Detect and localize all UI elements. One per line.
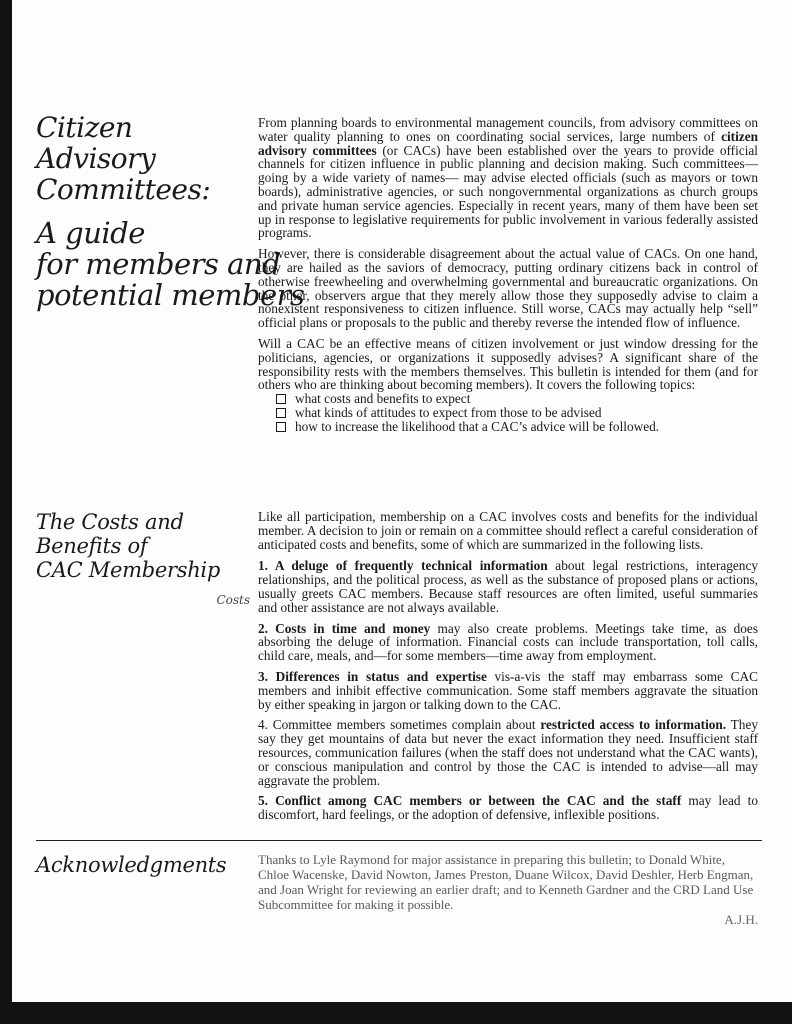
cost-item-title: restricted access to information. [540, 717, 727, 733]
cost-item-title: 1. A deluge of frequently technical information [258, 558, 548, 574]
cost-item-text: about legal restrictions, interagency relationships, and the political process, as well as the substance of proposed plans or actions, usually greets CAC members. Because staff resources are often limited, useful summaries and other assistance are not always available. [258, 558, 758, 615]
cost-item-text: may also create problems. Meetings take time, as does absorbing the deluge of information. Financial costs can include transportation, toll calls, child care, meals, and—for some members—time away from employment. [258, 620, 759, 664]
topic-text: what kinds of attitudes to expect from those to be advised [295, 404, 602, 420]
acknowledgments-text: Thanks to Lyle Raymond for major assistance in preparing this bulletin; to Donald White, Chloe Wacenske, David Nowton, James Preston, Duane Wilcox, David Deshler, Herb Engman, and Joan Wright for reviewing an earlier draft; and to Kenneth Gardner and the CRD Land Use Subcommittee for making it possible. [258, 852, 754, 912]
subtitle-line-3: potential members [36, 278, 305, 312]
intro-p1-text: From planning boards to environmental management councils, from advisory committees on water quality planning to ones on coordinating social services, large numbers of [258, 115, 758, 144]
cost-item [258, 622, 758, 663]
checkbox-icon [276, 394, 286, 404]
cost-item-title: 3. Differences in status and expertise [258, 668, 487, 684]
scan-edge-bottom [0, 1002, 792, 1024]
title-line-3: Committees: [36, 173, 211, 206]
cost-item [258, 718, 758, 787]
intro-section [258, 116, 758, 434]
section-heading-line: The Costs and [36, 510, 184, 534]
acknowledgments-heading: Acknowledgments [36, 853, 227, 877]
list-item [276, 392, 758, 406]
title-line-1: Citizen [36, 111, 133, 144]
costs-intro-paragraph: Like all participation, membership on a CAC involves costs and benefits for the individual member. A decision to join or remain on a committee should reflect a careful consideration of anticipated costs and benefits, some of which are summarized in the following lists. [258, 509, 758, 552]
intro-p1-bold: citizen advisory committees [258, 128, 758, 158]
topic-text: what costs and benefits to expect [295, 391, 471, 407]
document-title [36, 112, 210, 205]
subtitle-line-2: for members and [36, 247, 281, 281]
intro-paragraph-2: However, there is considerable disagreement about the actual value of CACs. On one hand, they are hailed as the saviors of democracy, putting ordinary citizens back in control of otherwise freewheeling and overwhelming governmental and bureaucratic organizations. On the other, observers argue that they merely allow those they supposedly advise to claim a nonexistent responsiveness to citizen influence. Still worse, CACs may actually help “sell” official plans or proposals to the public and thereby reverse the intended flow of influence. [258, 246, 758, 331]
cost-item-title: 2. Costs in time and money [258, 620, 431, 636]
section-heading-line: Benefits of [36, 534, 148, 558]
topic-list [258, 392, 758, 433]
intro-paragraph-1 [258, 116, 758, 240]
section-heading-line: CAC Membership [36, 558, 220, 582]
subtitle-line-1: A guide [36, 216, 145, 250]
author-initials: A.J.H. [724, 912, 758, 927]
cost-item-text: vis-a-vis the staff may embarrass some CAC members and inhibit effective communication. Some staff members aggravate the situation by either speaking in jargon or talking down to the CAC. [258, 668, 758, 712]
cost-item-title: 5. Conflict among CAC members or between the CAC and the staff [258, 793, 682, 809]
costs-side-label: Costs [216, 593, 250, 607]
intro-paragraph-3: Will a CAC be an effective means of citizen involvement or just window dressing for the politicians, agencies, or organizations it supposedly advises? A significant share of the responsibility rests with the members themselves. This bulletin is intended for them (and for others who are thinking about becoming members). It covers the following topics: [258, 335, 758, 393]
checkbox-icon [276, 408, 286, 418]
checkbox-icon [276, 422, 286, 432]
cost-item-text: 4. Committee members sometimes complain about [258, 717, 541, 733]
topic-text: how to increase the likelihood that a CAC’s advice will be followed. [295, 418, 660, 434]
scan-edge-left [0, 0, 12, 1024]
cost-item [258, 670, 758, 711]
list-item [276, 406, 758, 420]
section-divider [36, 840, 762, 841]
acknowledgments-body [258, 852, 758, 927]
cost-item [258, 794, 758, 822]
cost-item-text: They say they get mountains of data but never the exact information they need. Insufficient staff resources, communication failures (when the staff does not understand what the CAC wants), or conscious manipulation and control by those the CAC is intended to advise—all may aggravate the problem. [258, 717, 758, 788]
cost-item [258, 559, 758, 614]
intro-p1-text-rest: (or CACs) have been established over the years to provide official channels for citizen influence in public planning and decision making. Such committees—going by a wide variety of names— may advise elected officials (such as mayors or town boards), administrative agencies, or such nongovernmental organizations as church groups and private human service agencies. Especially in recent years, many of them have been set up in response to legislative requirements for public involvement in various federally assisted programs. [258, 142, 758, 241]
list-item [276, 420, 758, 434]
title-line-2: Advisory [36, 142, 156, 175]
section-heading-costs-benefits [36, 510, 220, 582]
cost-item-text: may lead to discomfort, hard feelings, or the adoption of defensive, inflexible positions. [258, 793, 758, 823]
costs-section-body [258, 510, 758, 829]
